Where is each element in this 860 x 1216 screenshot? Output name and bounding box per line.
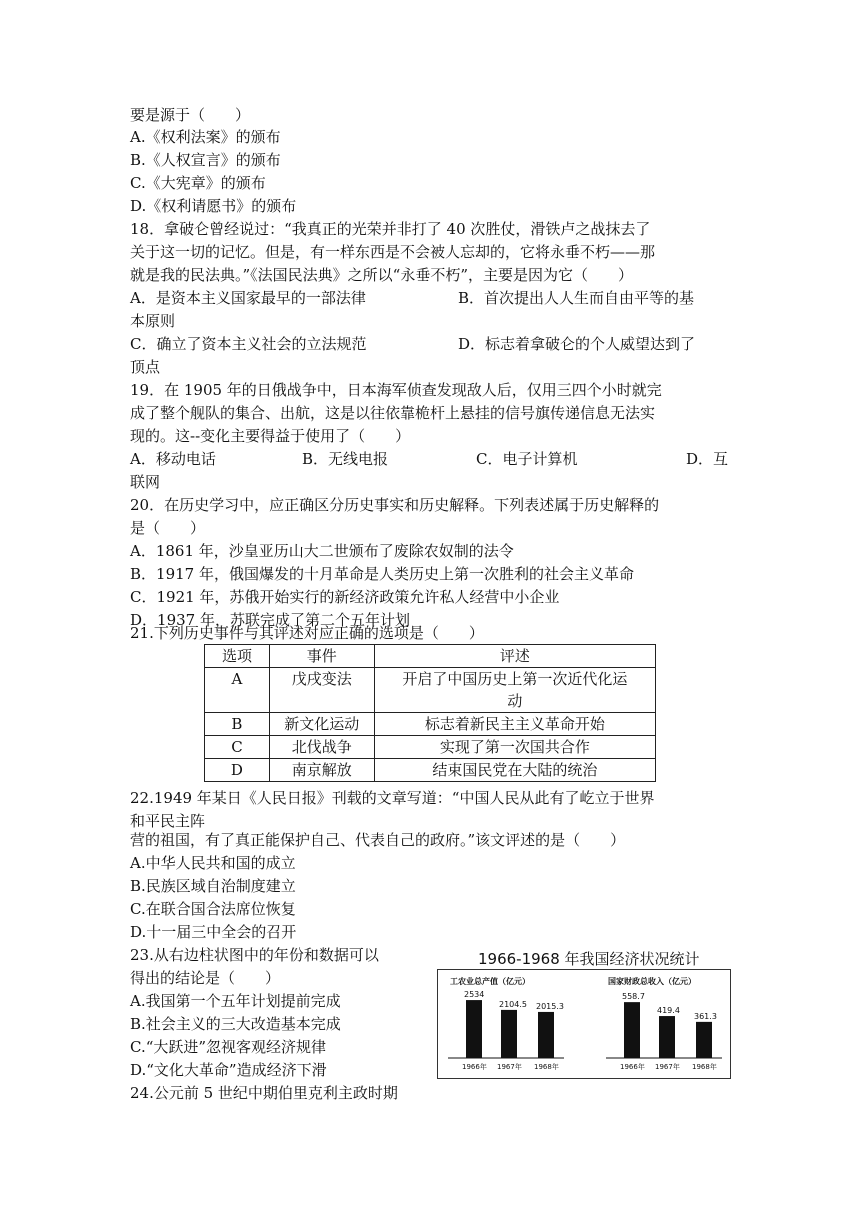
table-cell-event: 南京解放 [269,759,374,782]
economy-chart [437,969,731,1079]
chart-data-label: 558.7 [622,992,645,1002]
q20-option-a: A．1861 年，沙皇亚历山大二世颁布了废除农奴制的法令 [130,542,514,560]
table-cell-option: C [205,736,270,759]
chart-category-label: 1967年 [497,1063,522,1071]
chart-category-label: 1966年 [620,1063,645,1071]
table-cell-option: B [205,713,270,736]
comment-line-1: 开启了中国历史上第一次近代化运 [402,670,628,688]
table-cell-comment: 结束国民党在大陆的统治 [374,759,655,782]
chart-data-label: 419.4 [657,1006,680,1016]
q20-option-b: B．1917 年，俄国爆发的十月革命是人类历史上第一次胜利的社会主义革命 [130,565,634,583]
economy-chart-svg [438,970,730,1078]
chart-bar [501,1010,517,1058]
q18-option-b: B．首次提出人人生而自由平等的基 [458,289,695,307]
q22-stem-line-1: 22.1949 年某日《人民日报》刊载的文章写道：“中国人民从此有了屹立于世界 [130,789,655,807]
q18-option-c: C．确立了资本主义社会的立法规范 [130,335,367,353]
table-cell-option: D [205,759,270,782]
q20-option-c: C．1921 年，苏俄开始实行的新经济政策允许私人经营中小企业 [130,588,560,606]
table-cell-event: 新文化运动 [269,713,374,736]
chart-category-label: 1967年 [655,1063,680,1071]
q22-option-c: C.在联合国合法席位恢复 [130,900,296,918]
q21-events-table [204,644,656,782]
table-header-option: 选项 [205,645,270,668]
table-cell-event: 北伐战争 [269,736,374,759]
q17-stem-tail: 要是源于（ ） [130,106,251,124]
q18-option-a: A．是资本主义国家最早的一部法律 [130,289,366,307]
q19-options-row [130,448,730,470]
chart-title: 1966-1968 年我国经济状况统计 [478,950,700,968]
q22-option-b: B.民族区域自治制度建立 [130,877,296,895]
q20-stem-line-1: 20．在历史学习中，应正确区分历史事实和历史解释。下列表述属于历史解释的 [130,496,660,514]
chart-panel-title: 工农业总产值（亿元） [450,977,530,986]
q18-option-d: D．标志着拿破仑的个人威望达到了 [458,335,696,353]
q18-options-row-2 [130,333,730,355]
chart-data-label: 2015.3 [536,1001,564,1011]
q17-option-a: A.《权利法案》的颁布 [130,128,281,146]
q24-stem: 24.公元前 5 世纪中期伯里克利主政时期 [130,1084,398,1102]
q19-stem-line-1: 19．在 1905 年的日俄战争中，日本海军侦查发现敌人后，仅用三四个小时就完 [130,381,662,399]
table-row [205,713,656,736]
chart-category-label: 1968年 [692,1063,717,1071]
q17-option-b: B.《人权宣言》的颁布 [130,151,281,169]
q17-option-d: D.《权利请愿书》的颁布 [130,197,297,215]
q22-stem-line-3: 营的祖国，有了真正能保护自己、代表自己的政府。”该文评述的是（ ） [130,831,626,849]
q20-stem-line-2: 是（ ） [130,519,206,537]
q21-stem: 21.下列历史事件与其评述对应正确的选项是（ ） [130,624,484,642]
q18-option-d-continued: 顶点 [130,358,161,376]
q19-option-a: A．移动电话 [130,450,216,468]
table-cell-comment [374,668,655,713]
chart-bar [696,1022,712,1058]
q23-stem-line-1: 23.从右边柱状图中的年份和数据可以 [130,946,379,964]
q19-stem-line-3: 现的。这--变化主要得益于使用了（ ） [130,427,411,445]
q23-stem-line-2: 得出的结论是（ ） [130,969,281,987]
table-row [205,736,656,759]
q18-option-b-continued: 本原则 [130,312,176,330]
q20-option-d: D．1937 年，苏联完成了第二个五年计划 [130,611,410,629]
q18-stem-line-2: 关于这一切的记忆。但是，有一样东西是不会被人忘却的，它将永垂不朽——那 [130,243,656,261]
chart-data-label: 361.3 [694,1011,717,1021]
q23-option-a: A.我国第一个五年计划提前完成 [130,992,341,1010]
table-cell-event: 戊戌变法 [269,668,374,713]
chart-bar [624,1002,640,1058]
q17-option-c: C.《大宪章》的颁布 [130,174,266,192]
table-header-event: 事件 [269,645,374,668]
q23-option-c: C.“大跃进”忽视客观经济规律 [130,1038,327,1056]
chart-data-label: 2534 [464,990,485,1000]
q22-option-d: D.十一届三中全会的召开 [130,923,297,941]
chart-data-label: 2104.5 [499,999,527,1009]
table-cell-option: A [205,668,270,713]
q18-stem-line-1: 18．拿破仑曾经说过：“我真正的光荣并非打了 40 次胜仗，滑铁卢之战抹去了 [130,220,651,238]
comment-line-2: 动 [507,692,523,710]
q19-option-c: C．电子计算机 [476,450,578,468]
table-row [205,668,656,713]
chart-category-label: 1968年 [534,1063,559,1071]
chart-category-label: 1966年 [462,1063,487,1071]
q18-options-row-1 [130,287,730,309]
q18-stem-line-3: 就是我的民法典。”《法国民法典》之所以“永垂不朽”，主要是因为它（ ） [130,266,634,284]
q19-option-d-continued: 联网 [130,473,161,491]
table-header-comment: 评述 [374,645,655,668]
q19-stem-line-2: 成了整个舰队的集合、出航，这是以往依靠桅杆上悬挂的信号旗传递信息无法实 [130,404,656,422]
chart-bar [466,1000,482,1058]
q19-option-b: B．无线电报 [302,450,389,468]
q23-option-d: D.“文化大革命”造成经济下滑 [130,1061,327,1079]
table-cell-comment: 实现了第一次国共合作 [374,736,655,759]
q22-option-a: A.中华人民共和国的成立 [130,854,296,872]
q23-option-b: B.社会主义的三大改造基本完成 [130,1015,341,1033]
q19-option-d: D．互 [686,450,729,468]
table-header-row [205,645,656,668]
chart-bar [659,1016,675,1058]
table-cell-comment: 标志着新民主主义革命开始 [374,713,655,736]
q22-stem-line-2: 和平民主阵 [130,812,206,830]
chart-panel-title: 国家财政总收入（亿元） [608,977,696,986]
table-row [205,759,656,782]
chart-bar [538,1012,554,1058]
